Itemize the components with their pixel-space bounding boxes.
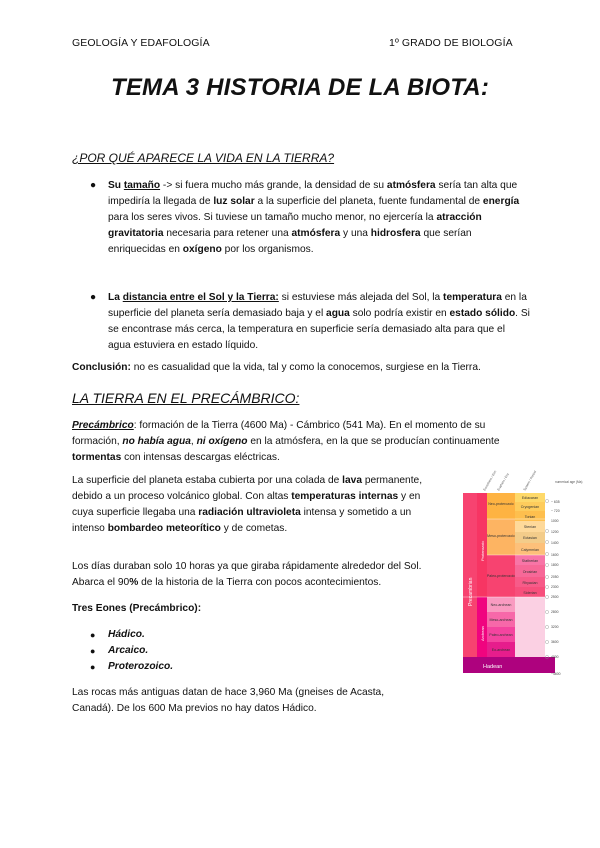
bullet-distance xyxy=(90,290,530,354)
bullet-size-text: Su tamaño -> si fuera mucho más grande, la densidad de su atmósfera sería tan alta que impediría la llegada de luz solar a la superficie del planeta, fuente fundamental de energía para los seres vivos. Si tuviese un tamaño mucho menor, no ejercería la atracción gravitatoria necesaria para retener una atmósfera y una hidrosfera que serían enriquecidas en oxígeno por los organismos. xyxy=(108,180,520,255)
era-label: Neo-proterozoic xyxy=(488,502,514,506)
era-label: Paleo-archean xyxy=(489,633,513,637)
age-label: 1600 xyxy=(551,553,559,557)
era-label: Neo-archean xyxy=(490,603,512,607)
age-label: 1200 xyxy=(551,530,559,534)
section-heading-precambrian: LA TIERRA EN EL PRECÁMBRICO: xyxy=(72,390,300,406)
age-label: 2300 xyxy=(551,585,559,589)
period-label: Tonian xyxy=(524,515,536,519)
proterozoic-label: Proterozoic xyxy=(480,540,485,561)
precambrian-timescale-figure xyxy=(447,461,583,681)
archean-label: Archean xyxy=(480,626,485,641)
section-heading-why-life: ¿POR QUÉ APARECE LA VIDA EN LA TIERRA? xyxy=(72,151,335,165)
eons-list xyxy=(90,627,173,675)
eons-heading: Tres Eones (Precámbrico): xyxy=(72,603,202,614)
header-course: 1º GRADO DE BIOLOGÍA xyxy=(389,37,513,49)
hadean-eon xyxy=(463,657,555,673)
period-label: Rhyacian xyxy=(522,581,538,585)
bullet-size xyxy=(90,178,530,258)
age-label: 1400 xyxy=(551,541,559,545)
col-header-eon: Eonothem / Eon xyxy=(482,469,498,492)
period-label: Ediacaran xyxy=(521,496,539,500)
period-label: Siderian xyxy=(523,591,537,595)
age-label: ~ 635 xyxy=(551,500,560,504)
col-header-period: System / Period xyxy=(522,470,538,492)
paragraph-surface: La superficie del planeta estaba cubierta por una colada de lava permanente, debido a un proceso volcánico global. Con altas temperaturas internas y en cuya superficie llegaba una radiación ultravioleta intensa y sometido a un intenso bombardeo meteorítico y de cometas. xyxy=(72,475,423,534)
period-label: Cryogenian xyxy=(520,505,540,509)
eon-item: ● Hádico. xyxy=(90,627,173,643)
era-label: Meso-proterozoic xyxy=(487,534,515,538)
bullet-distance-text: La distancia entre el Sol y la Tierra: si estuviese más alejada del Sol, la temperatura en la superficie del planeta sería demasiado baja y el agua solo podría existir en estado sólido. Si se encontrase más cerca, la temperatura en superficie sería demasiado alta para que el agua estuviera en estado líquido. xyxy=(108,292,530,351)
bullet-dot: ● xyxy=(90,292,97,303)
era-label: Paleo-proterozoic xyxy=(486,574,516,578)
page-title: TEMA 3 HISTORIA DE LA BIOTA: xyxy=(110,74,490,101)
bullet-dot: ● xyxy=(90,180,97,191)
period-label: Statherian xyxy=(521,559,539,563)
col-header-age: numerical age (Ma) xyxy=(555,480,583,484)
precambrian-label: Precambrian xyxy=(468,577,474,606)
age-label: 4000 xyxy=(551,655,559,659)
age-label: ~ 720 xyxy=(551,509,560,513)
age-label: 1800 xyxy=(551,563,559,567)
paragraph-days: Los días duraban solo 10 horas ya que giraba rápidamente alrededor del Sol. Abarca el 90% de la historia de la Tierra con pocos acontecimientos. xyxy=(72,561,422,588)
age-label: 2050 xyxy=(551,575,559,579)
header-subject: GEOLOGÍA Y EDAFOLOGÍA xyxy=(72,37,210,49)
age-label: ~4600 xyxy=(551,672,561,676)
age-label: 3200 xyxy=(551,625,559,629)
period-label: Calymmian xyxy=(521,548,539,552)
period-label: Stenian xyxy=(523,525,537,529)
age-label: 1000 xyxy=(551,519,559,523)
conclusion: Conclusión: no es casualidad que la vida, tal y como la conocemos, surgiese en la Tierra. xyxy=(72,362,481,373)
age-label: 2500 xyxy=(551,595,559,599)
age-label: 2800 xyxy=(551,610,559,614)
period-label: Orosirian xyxy=(522,570,538,574)
age-label: 3600 xyxy=(551,640,559,644)
paragraph-precambrian: Precámbrico: formación de la Tierra (4600 Ma) - Cámbrico (541 Ma). En el momento de su formación, no había agua, ni oxígeno en la atmósfera, en la que se producían continuamente tormentas con intensas descargas eléctricas. xyxy=(72,420,500,463)
eon-item: ● Arcaico. xyxy=(90,643,173,659)
era-label: Meso-archean xyxy=(489,618,513,622)
eon-item: ● Proterozoico. xyxy=(90,659,173,675)
hadean-label: Hadean xyxy=(483,664,503,670)
paragraph-oldest-rocks: Las rocas más antiguas datan de hace 3,960 Ma (gneises de Acasta, Canadá). De los 600 Ma previos no hay datos Hádico. xyxy=(72,687,385,714)
era-label: Eo-archean xyxy=(491,648,511,652)
col-header-era: Erathem / Era xyxy=(496,472,510,492)
period-label: Ectasian xyxy=(523,536,537,540)
